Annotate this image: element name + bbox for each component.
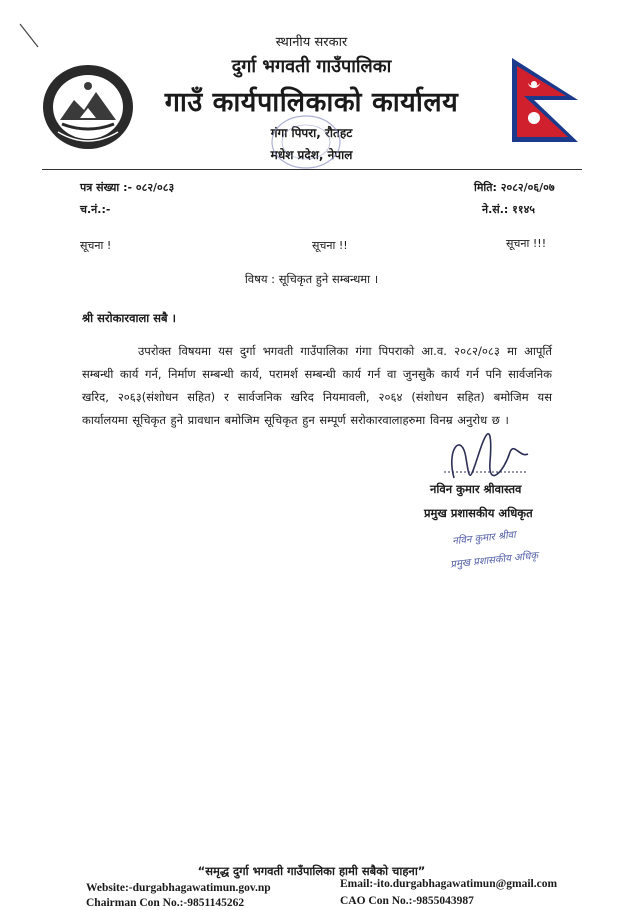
- footer-motto: “समृद्ध दुर्गा भगवती गाउँपालिका हामी सबैको चाहना”: [197, 864, 426, 878]
- dispatch-number: च.नं.:-: [80, 203, 111, 216]
- footer-website: Website:-durgabhagawatimun.gov.np: [86, 882, 271, 894]
- salutation: श्री सरोकारवाला सबै ।: [82, 311, 176, 325]
- letter-date: मिति: २०८२/०६/०७: [474, 181, 555, 194]
- stamp-name: नविन कुमार श्रीवा: [451, 529, 517, 548]
- municipality-name: दुर्गा भगवती गाउँपालिका: [231, 56, 392, 77]
- notice-label-3: सूचना !!!: [506, 237, 547, 250]
- local-government-label: स्थानीय सरकार: [275, 35, 348, 50]
- letter-number: पत्र संख्या :- ०८२/०८३: [80, 181, 175, 194]
- footer-chairman-contact: Chairman Con No.:-9851145262: [86, 897, 245, 909]
- footer-email: Email:-ito.durgabhagawatimun@gmail.com: [340, 878, 558, 890]
- stamp-title: प्रमुख प्रशासकीय अधिकृ: [449, 550, 539, 571]
- office-seal: [268, 112, 344, 172]
- header-divider: [42, 169, 582, 170]
- office-title: गाउँ कार्यपालिकाको कार्यालय: [164, 87, 459, 118]
- subject-line: विषय : सूचिकृत हुने सम्बन्धमा ।: [244, 272, 379, 286]
- nepal-sambat-number: ने.सं.: ११४५: [482, 203, 536, 216]
- footer-cao-contact: CAO Con No.:-9855043987: [340, 895, 474, 907]
- notice-body-text: उपरोक्त विषयमा यस दुर्गा भगवती गाउँपालिका गंगा पिपराको आ.व. २०८२/०८३ मा आपूर्ति सम्बन्धी कार्य गर्न, निर्माण सम्बन्धी कार्य, परामर्श सम्बन्धी कार्य गर्न वा जुनसुकै कार्य गर्न पनि सार्वजनिक खरिद, २०६३(संशोधन सहित) र सार्वजनिक खरिद नियमावली, २०६४ (संशोधन सहित) बमोजिम यस कार्यालयमा सूचिकृत हुने प्रावधान बमोजिम सूचिकृत हुन सम्पूर्ण सरोकारवालाहरुमा विनम्र अनुरोध छ ।: [82, 344, 552, 427]
- notice-label-1: सूचना !: [80, 239, 112, 252]
- address-line1: गंगा पिपरा, रौतहट: [270, 126, 353, 140]
- signatory-name: नविन कुमार श्रीवास्तव: [430, 482, 522, 496]
- address-line2: मधेश प्रदेश, नेपाल: [270, 148, 353, 162]
- notice-body: [82, 340, 552, 432]
- handwritten-signature: [440, 428, 532, 484]
- notice-label-2: सूचना !!: [312, 239, 348, 252]
- signatory-title: प्रमुख प्रशासकीय अधिकृत: [424, 506, 533, 520]
